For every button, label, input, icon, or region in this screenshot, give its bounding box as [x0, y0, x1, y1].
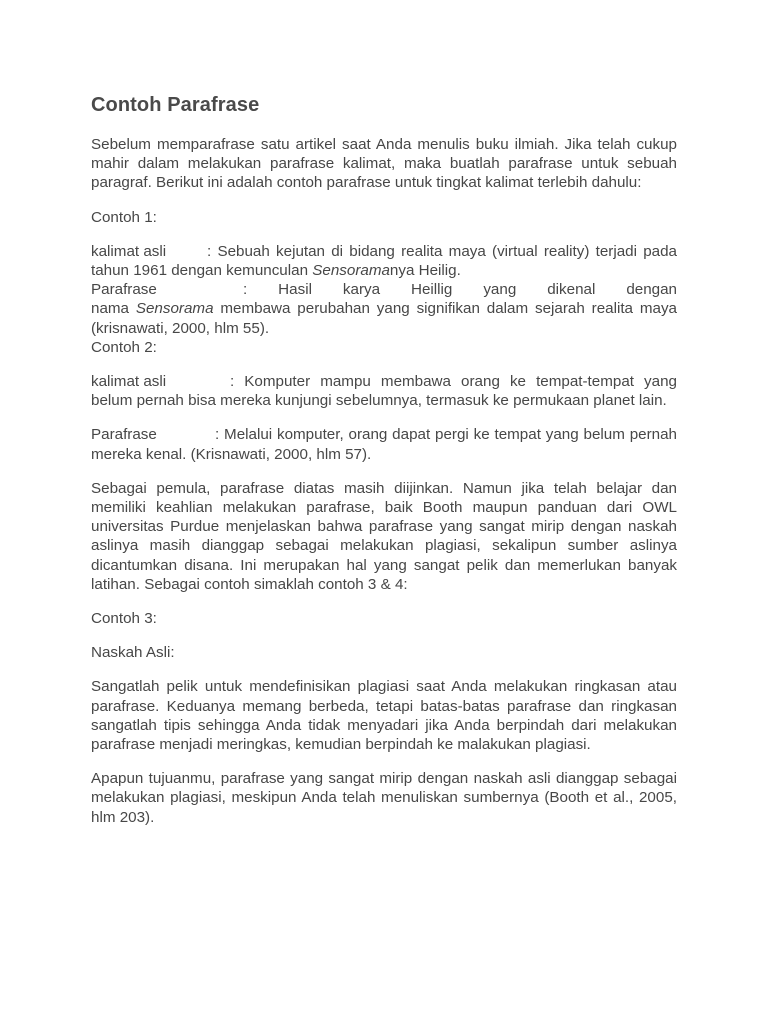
- contoh-2-heading: Contoh 2:: [91, 338, 157, 356]
- contoh-1-kalimat-text-before: : Sebuah kejutan di bidang realita maya (virtual reality) terjadi pada tahun 1961 dengan kemunculan: [91, 242, 677, 280]
- contoh-1-parafrase-line: [91, 280, 677, 299]
- contoh-1-heading: Contoh 1:: [91, 208, 157, 226]
- contoh-1-kalimat-text-after: nya Heilig.: [389, 262, 461, 280]
- closing-paragraph: Apapun tujuanmu, parafrase yang sangat mirip dengan naskah asli dianggap sebagai melakukan plagiasi, meskipun Anda telah menuliskan sumbernya (Booth et al., 2005, hlm 203).: [91, 770, 677, 826]
- contoh-2-parafrase-label: Parafrase: [91, 426, 157, 444]
- naskah-asli-paragraph: Sangatlah pelik untuk mendefinisikan plagiasi saat Anda melakukan ringkasan atau parafrase. Keduanya memang berbeda, tetapi batas-batas parafrase dan ringkasan sangatlah tipis sehingga Anda tidak menyadari jika Anda berpindah dari melakukan parafrase menjadi meringkas, kemudian berpindah ke malakukan plagiasi.: [91, 678, 677, 754]
- naskah-asli-label: Naskah Asli:: [91, 644, 175, 662]
- intro-paragraph: Sebelum memparafrase satu artikel saat Anda menulis buku ilmiah. Jika telah cukup mahir dalam melakukan parafrase kalimat, maka buatlah parafrase untuk sebuah paragraf. Berikut ini adalah contoh parafrase untuk tingkat kalimat terlebih dahulu:: [91, 136, 677, 192]
- document-page: [91, 92, 677, 827]
- pemula-paragraph: Sebagai pemula, parafrase diatas masih diijinkan. Namun jika telah belajar dan memiliki keahlian melakukan parafrase, baik Booth maupun panduan dari OWL universitas Purdue menjelaskan bahwa parafrase yang sangat mirip dengan naskah aslinya masih dianggap sebagai melakukan plagiasi, sekalipun sumber aslinya dicantumkan disana. Ini merupakan hal yang sangat pelik dan memerlukan banyak latihan. Sebagai contoh simaklah contoh 3 & 4:: [91, 479, 677, 593]
- contoh-2-kalimat-asli: [91, 372, 677, 410]
- contoh-2-parafrase-text: : Melalui komputer, orang dapat pergi ke tempat yang belum pernah mereka kenal. (Krisnawati, 2000, hlm 57).: [91, 426, 677, 463]
- contoh-1-parafrase-italic: Sensorama: [135, 300, 214, 318]
- contoh-2-parafrase: [91, 425, 677, 463]
- contoh-1-kalimat-italic: Sensorama: [312, 262, 390, 280]
- contoh-2-kalimat-label: kalimat asli: [91, 373, 167, 391]
- contoh-1-parafrase-body: [91, 299, 677, 337]
- contoh-1-kalimat-label: kalimat asli: [91, 242, 167, 260]
- contoh-1-parafrase-text-after: membawa perubahan yang signifikan dalam sejarah realita maya (krisnawati, 2000, hlm 55).: [91, 300, 678, 337]
- contoh-2-kalimat-text: : Komputer mampu membawa orang ke tempat-tempat yang belum pernah bisa mereka kunjungi sebelumnya, termasuk ke permukaan planet lain.: [91, 373, 677, 410]
- contoh-1-parafrase-label: Parafrase: [91, 281, 157, 299]
- contoh-3-heading: Contoh 3:: [91, 610, 157, 628]
- document-title: Contoh Parafrase: [91, 94, 260, 116]
- contoh-1-kalimat-asli: [91, 242, 677, 280]
- contoh-1-parafrase-text-before: nama: [91, 300, 136, 318]
- contoh-1-parafrase-line1: : Hasil karya Heillig yang dikenal dengan: [243, 281, 677, 299]
